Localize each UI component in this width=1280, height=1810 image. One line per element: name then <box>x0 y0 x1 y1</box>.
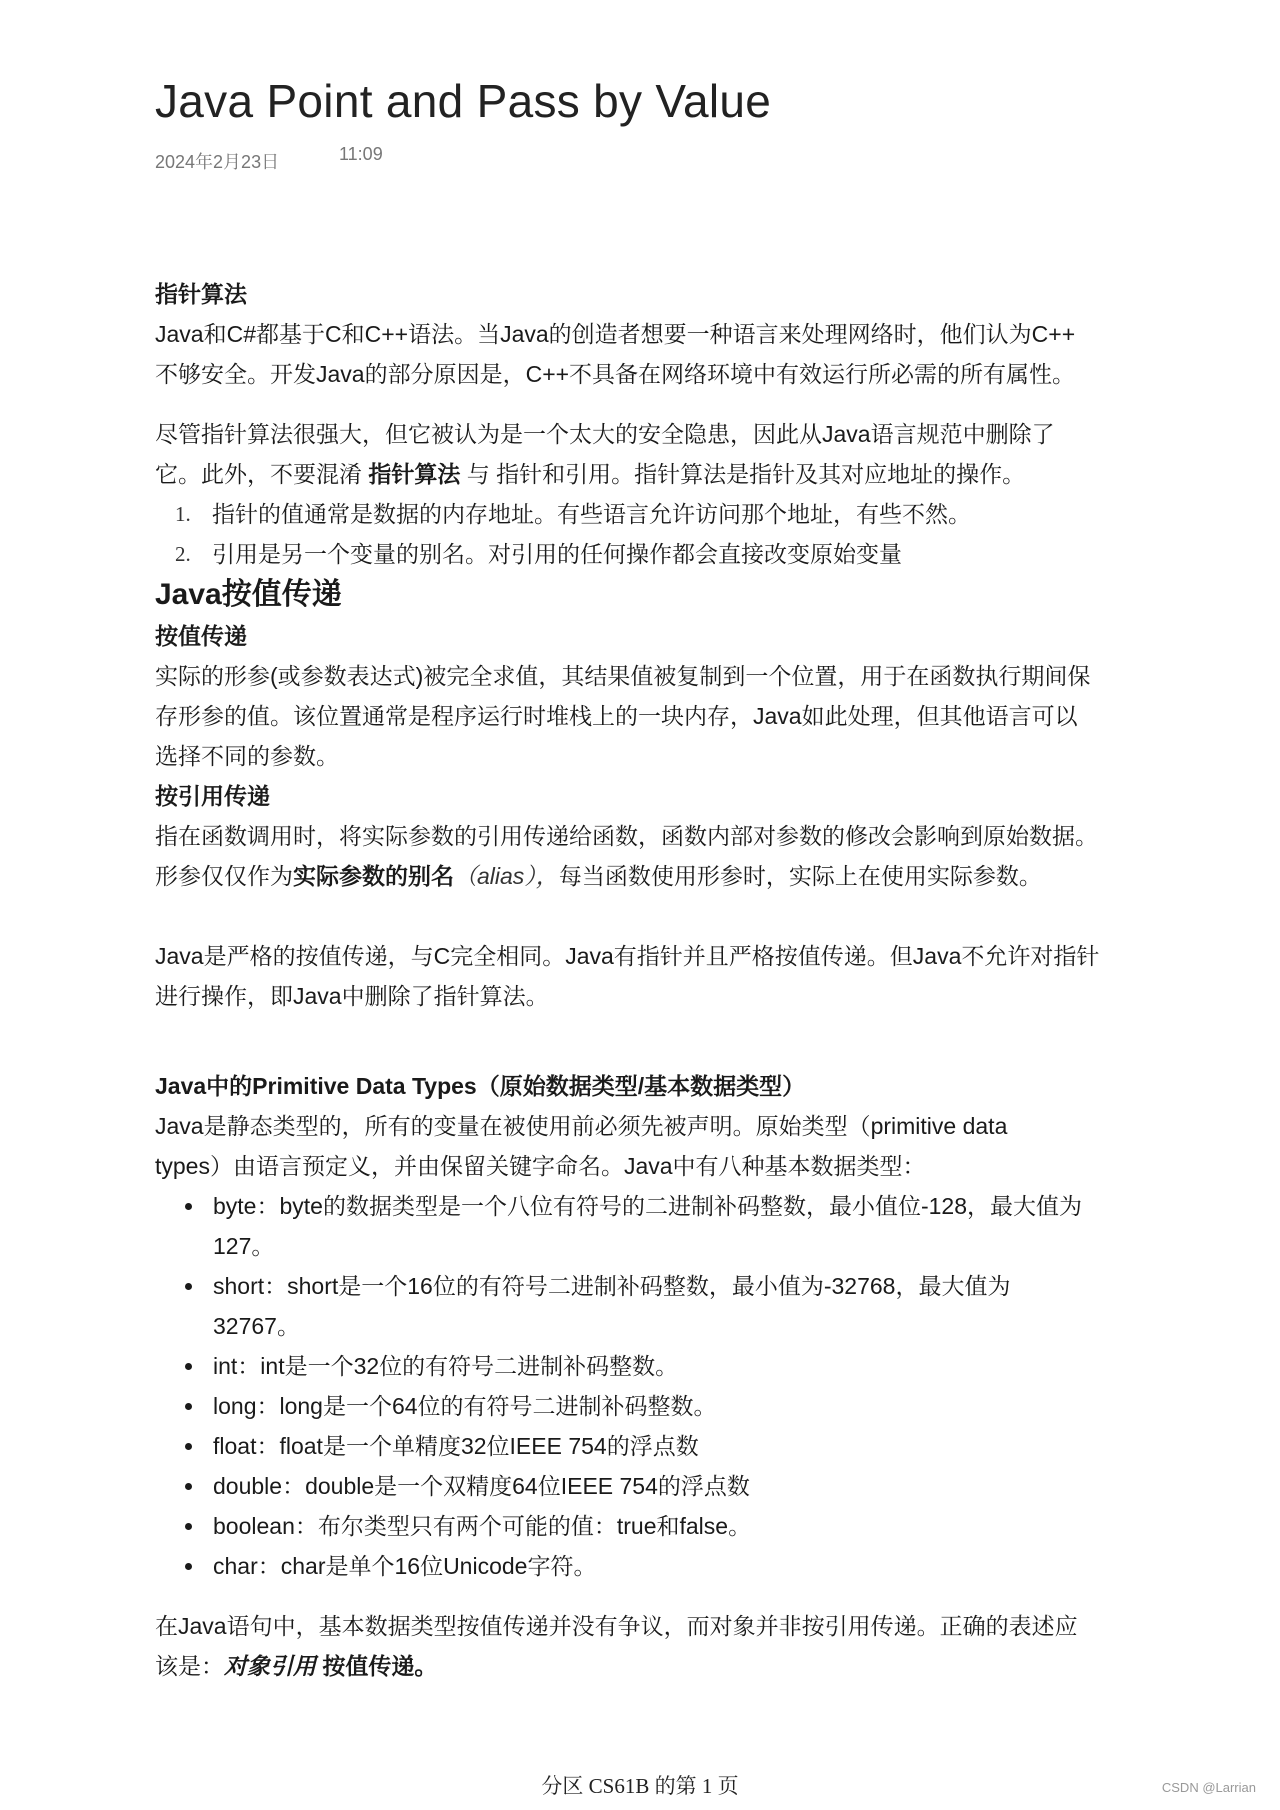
bullet-icon <box>185 1443 192 1450</box>
pointer-para2-line2 <box>155 454 1145 494</box>
list-item <box>155 494 1145 534</box>
spacer <box>155 394 1145 414</box>
list-item-text: double：double是一个双精度64位IEEE 754的浮点数 <box>213 1473 750 1499</box>
pointer-para2-text-c: 与 指针和引用。指针算法是指针及其对应地址的操作。 <box>460 461 1026 487</box>
list-item <box>155 1186 1145 1266</box>
page-footer: 分区 CS61B 的第 1 页 <box>541 1774 739 1798</box>
list-item <box>155 1346 1145 1386</box>
list-item-text: char：char是单个16位Unicode字符。 <box>213 1553 597 1579</box>
spacer <box>155 1586 1145 1606</box>
primitive-heading: Java中的Primitive Data Types（原始数据类型/基本数据类型） <box>155 1073 806 1099</box>
bullet-icon <box>185 1523 192 1530</box>
list-item <box>155 1386 1145 1426</box>
list-item <box>155 1506 1145 1546</box>
bullet-icon <box>185 1203 192 1210</box>
note-time: 11:09 <box>339 144 383 164</box>
by-value-heading: 按值传递 <box>155 623 247 649</box>
by-ref-line1: 指在函数调用时，将实际参数的引用传递给函数，函数内部对参数的修改会影响到原始数据。 <box>155 823 1098 849</box>
by-value-line2: 存形参的值。该位置通常是程序运行时堆栈上的一块内存，Java如此处理，但其他语言可以 <box>155 703 1078 729</box>
pointer-para1-line2: 不够安全。开发Java的部分原因是，C++不具备在网络环境中有效运行所必需的所有属性。 <box>155 361 1076 387</box>
list-item-text: boolean：布尔类型只有两个可能的值：true和false。 <box>213 1513 752 1539</box>
list-item-text: float：float是一个单精度32位IEEE 754的浮点数 <box>213 1433 699 1459</box>
list-item-text-cont: 127。 <box>213 1233 275 1259</box>
note-date: 2024年2月23日 <box>155 152 280 172</box>
closing-line1: 在Java语句中，基本数据类型按值传递并没有争议，而对象并非按引用传递。正确的表述应 <box>155 1613 1078 1639</box>
list-item <box>155 1546 1145 1586</box>
list-item-text: 指针的值通常是数据的内存地址。有些语言允许访问那个地址，有些不然。 <box>212 501 971 527</box>
java-strict-line1: Java是严格的按值传递，与C完全相同。Java有指针并且严格按值传递。但Java不允许对指针 <box>155 943 1100 969</box>
bullet-icon <box>185 1283 192 1290</box>
alias-english: （alias）， <box>454 863 559 889</box>
note-body <box>155 274 1145 1686</box>
closing-text-c: 按值传递。 <box>316 1653 438 1679</box>
list-number: 1. <box>175 502 191 526</box>
pass-heading: Java按值传递 <box>155 578 342 611</box>
pointer-numbered-list <box>155 494 1145 574</box>
page-title: Java Point and Pass by Value <box>155 75 772 127</box>
by-value-line3: 选择不同的参数。 <box>155 743 339 769</box>
list-item <box>155 1266 1145 1346</box>
by-value-line1: 实际的形参(或参数表达式)被完全求值，其结果值被复制到一个位置，用于在函数执行期间保 <box>155 663 1091 689</box>
pointer-heading: 指针算法 <box>155 281 247 307</box>
by-ref-text-d: 每当函数使用形参时，实际上在使用实际参数。 <box>558 863 1042 889</box>
list-item <box>155 1466 1145 1506</box>
pointer-para2-text-a: 它。此外，不要混淆 <box>155 461 369 487</box>
pointer-para1-line1: Java和C#都基于C和C++语法。当Java的创造者想要一种语言来处理网络时，他们认为C++ <box>155 321 1076 347</box>
primitive-intro-line2: types）由语言预定义，并由保留关键字命名。Java中有八种基本数据类型： <box>155 1153 926 1179</box>
spacer <box>155 1016 1145 1066</box>
bullet-icon <box>185 1363 192 1370</box>
by-ref-line2 <box>155 856 1145 896</box>
by-ref-heading: 按引用传递 <box>155 783 270 809</box>
by-ref-text-a: 形参仅仅作为 <box>155 863 293 889</box>
alias-term: 实际参数的别名 <box>293 863 454 889</box>
closing-line2 <box>155 1646 1145 1686</box>
list-item-text: long：long是一个64位的有符号二进制补码整数。 <box>213 1393 717 1419</box>
closing-text-a: 该是： <box>155 1653 224 1679</box>
watermark: CSDN @Larrian <box>1161 1780 1256 1795</box>
list-item-text: 引用是另一个变量的别名。对引用的任何操作都会直接改变原始变量 <box>212 541 902 567</box>
spacer <box>155 896 1145 936</box>
list-item <box>155 534 1145 574</box>
list-item-text-cont: 32767。 <box>213 1313 300 1339</box>
list-number: 2. <box>175 542 191 566</box>
primitive-type-list <box>155 1186 1145 1586</box>
bullet-icon <box>185 1403 192 1410</box>
bullet-icon <box>185 1563 192 1570</box>
list-item-text: byte：byte的数据类型是一个八位有符号的二进制补码整数，最小值位-128，最大值为 <box>213 1193 1082 1219</box>
primitive-intro-line1: Java是静态类型的，所有的变量在被使用前必须先被声明。原始类型（primitive data <box>155 1113 1008 1139</box>
java-strict-line2: 进行操作，即Java中删除了指针算法。 <box>155 983 549 1009</box>
pointer-para2-line1: 尽管指针算法很强大，但它被认为是一个太大的安全隐患，因此从Java语言规范中删除了 <box>155 421 1055 447</box>
list-item-text: short：short是一个16位的有符号二进制补码整数，最小值为-32768，最大值为 <box>213 1273 1011 1299</box>
list-item <box>155 1426 1145 1466</box>
list-item-text: int：int是一个32位的有符号二进制补码整数。 <box>213 1353 679 1379</box>
object-reference-term: 对象引用 <box>224 1653 316 1679</box>
bullet-icon <box>185 1483 192 1490</box>
pointer-arithmetic-term: 指针算法 <box>368 461 461 487</box>
